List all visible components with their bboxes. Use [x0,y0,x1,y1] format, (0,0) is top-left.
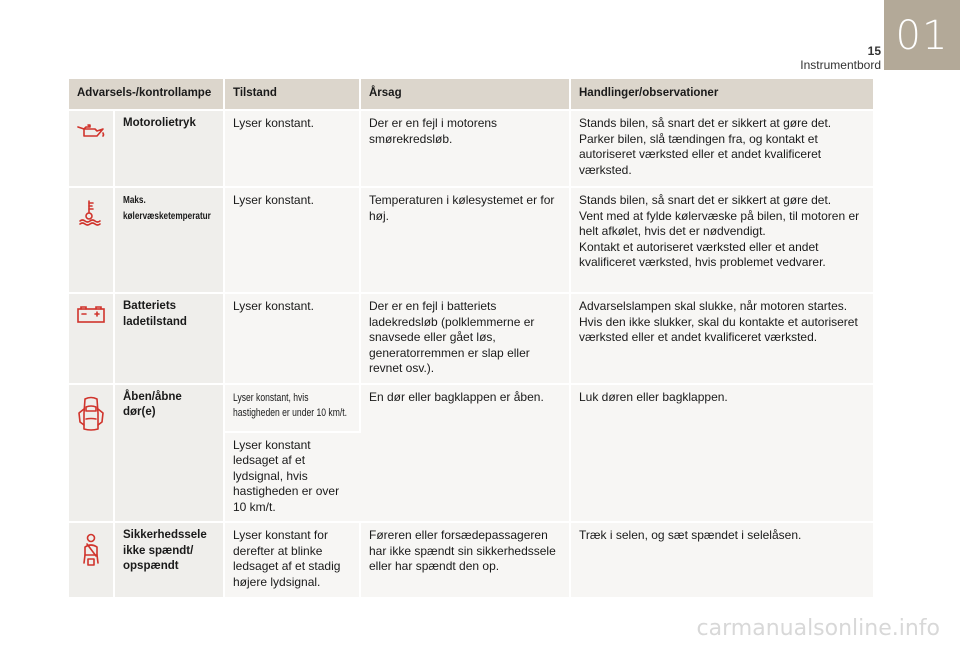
watermark: carmanualsonline.info [696,616,940,641]
condition-line: hastigheden er under 10 km/t. [233,407,348,419]
cause-cell: En dør eller bagklappen er åben. [361,385,571,524]
condition-cell: Lyser konstant. [225,188,361,294]
table-row [69,111,873,188]
column-header: Handlinger/observationer [571,79,873,111]
action-line: Stands bilen, så snart det er sikkert at gøre det. [579,193,832,207]
cause-cell: Der er en fejl i motorens smørekredsløb. [361,111,571,188]
action-line: Kontakt et autoriseret værksted eller et andet kvalificeret værksted, hvis problemet vedvarer. [579,239,826,269]
door-open-icon [69,385,115,524]
battery-icon [69,294,115,385]
table-header-row [69,79,873,111]
condition-cell: Lyser konstant ledsaget af et lydsignal, hvis hastigheden er over 10 km/t. [225,433,361,524]
action-cell: Luk døren eller bagklappen. [571,385,873,524]
action-line: Vent med at fylde kølervæske på bilen, til motoren er helt afkølet, hvis det er nødvendigt. [579,208,860,238]
lamp-name: Motorolietryk [115,111,225,188]
action-cell [571,188,873,294]
seatbelt-icon [69,523,115,599]
column-header: Tilstand [225,79,361,111]
lamp-name [115,188,225,294]
cause-cell: Der er en fejl i batteriets ladekredsløb (polklemmerne er snavsede eller gået løs, generatorremmen er slap eller revnet osv.). [361,294,571,385]
condition-cell: Lyser konstant. [225,111,361,188]
coolant-temperature-icon [69,188,115,294]
action-cell: Advarselslampen skal slukke, når motoren startes. Hvis den ikke slukker, skal du kontakte et autoriseret værksted eller et andet kvalificeret værksted. [571,294,873,385]
chapter-tab: 01 [884,0,960,70]
warning-lamps-table [69,79,873,599]
table-row [69,294,873,385]
column-header: Advarsels-/kontrollampe [69,79,225,111]
condition-cell: Lyser konstant for derefter at blinke ledsaget af et stadig højere lydsignal. [225,523,361,599]
page-number: 15 [867,44,881,58]
condition-cell: Lyser konstant. [225,294,361,385]
cause-cell: Føreren eller forsædepassageren har ikke spændt sin sikkerhedssele eller har spændt den op. [361,523,571,599]
oil-can-icon [69,111,115,188]
lamp-name-line: Maks. [123,194,146,206]
table-row [69,523,873,599]
lamp-name: Sikkerhedssele ikke spændt/ opspændt [115,523,225,599]
section-title: Instrumentbord [800,58,881,72]
action-cell: Stands bilen, så snart det er sikkert at gøre det. Parker bilen, slå tændingen fra, og kontakt et autoriseret værksted eller et andet kvalificeret værksted. [571,111,873,188]
action-cell: Træk i selen, og sæt spændet i selelåsen. [571,523,873,599]
table-row [69,188,873,294]
column-header: Årsag [361,79,571,111]
table-row [69,385,873,433]
condition-line: Lyser konstant, hvis [233,391,309,404]
lamp-name: Åben/åbne dør(e) [115,385,225,524]
lamp-name-line: kølervæsketemperatur [123,209,211,222]
lamp-name: Batteriets ladetilstand [115,294,225,385]
condition-cell [225,385,361,433]
cause-cell: Temperaturen i kølesystemet er for høj. [361,188,571,294]
